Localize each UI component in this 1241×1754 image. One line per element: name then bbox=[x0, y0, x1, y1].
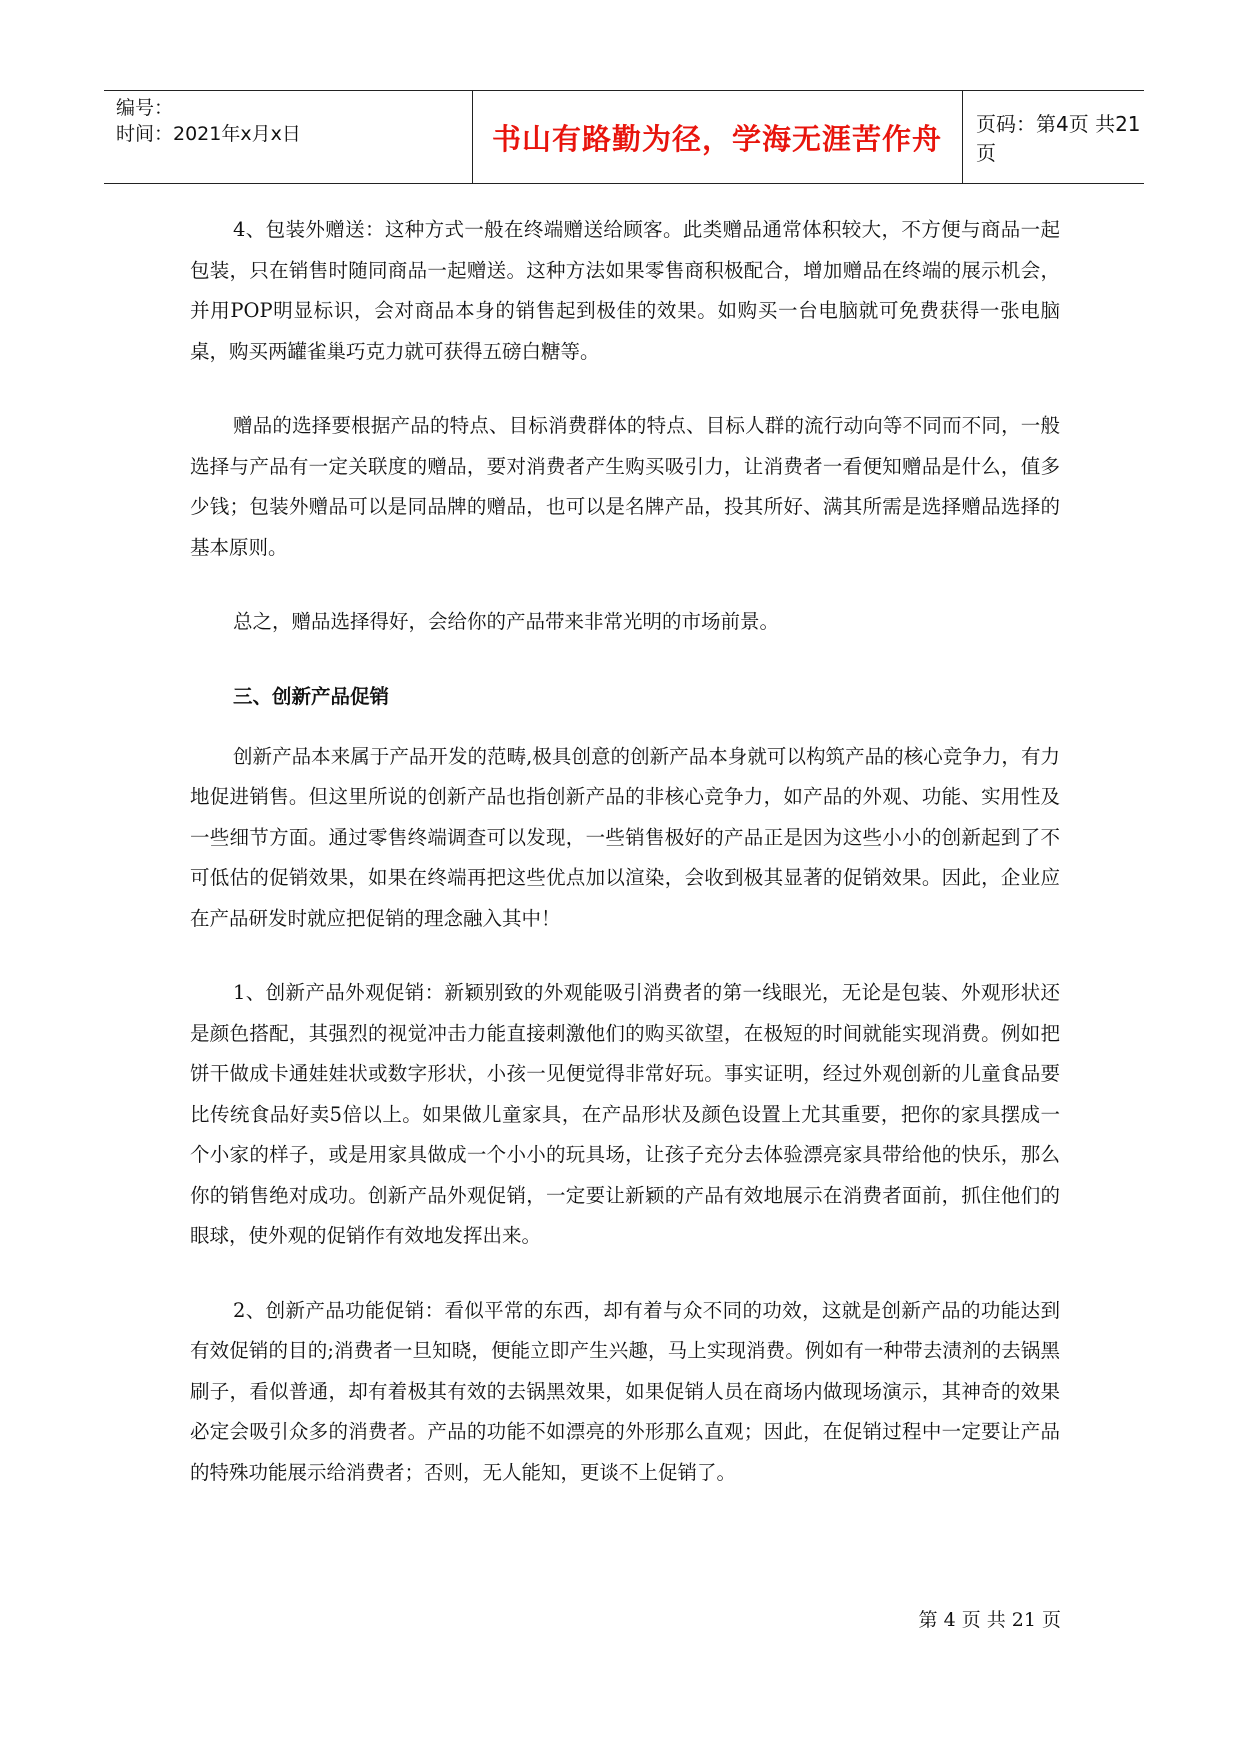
header-divider-right bbox=[962, 91, 963, 183]
paragraph-summary: 总之，赠品选择得好，会给你的产品带来非常光明的市场前景。 bbox=[233, 610, 780, 633]
page-footer: 第 4 页 共 21 页 bbox=[918, 1609, 1061, 1631]
header-meta bbox=[116, 95, 464, 147]
header-page-info: 页码：第4页 共21页 bbox=[976, 112, 1141, 165]
header-motto: 书山有路勤为径，学海无涯苦作舟 bbox=[491, 121, 942, 156]
document-number-label: 编号： bbox=[116, 97, 174, 119]
page-header bbox=[104, 90, 1144, 184]
document-date: 时间：2021年x月x日 bbox=[116, 123, 301, 145]
document-body bbox=[190, 210, 1060, 1527]
paragraph-outer-package-gift: 4、包装外赠送：这种方式一般在终端赠送给顾客。此类赠品通常体积较大，不方便与商品一起包装，只在销售时随同商品一起赠送。这种方法如果零售商积极配合，增加赠品在终端的展示机会，并用POP明显标识，会对商品本身的销售起到极佳的效果。如购买一台电脑就可免费获得一张电脑桌，购买两罐雀巢巧克力就可获得五磅白糖等。 bbox=[190, 218, 1060, 363]
paragraph-innovative-intro: 创新产品本来属于产品开发的范畴,极具创意的创新产品本身就可以构筑产品的核心竞争力，有力地促进销售。但这里所说的创新产品也指创新产品的非核心竞争力，如产品的外观、功能、实用性及一些细节方面。通过零售终端调查可以发现，一些销售极好的产品正是因为这些小小的创新起到了不可低估的促销效果，如果在终端再把这些优点加以渲染，会收到极其显著的促销效果。因此，企业应在产品研发时就应把促销的理念融入其中！ bbox=[190, 744, 1060, 930]
paragraph-appearance-promotion: 1、创新产品外观促销：新颖别致的外观能吸引消费者的第一线眼光，无论是包装、外观形状还是颜色搭配，其强烈的视觉冲击力能直接刺激他们的购买欲望，在极短的时间就能实现消费。例如把饼干做成卡通娃娃状或数字形状，小孩一见便觉得非常好玩。事实证明，经过外观创新的儿童食品要比传统食品好卖5倍以上。如果做儿童家具，在产品形状及颜色设置上尤其重要，把你的家具摆成一个小家的样子，或是用家具做成一个小小的玩具场，让孩子充分去体验漂亮家具带给他的快乐，那么你的销售绝对成功。创新产品外观促销，一定要让新颖的产品有效地展示在消费者面前，抓住他们的眼球，使外观的促销作有效地发挥出来。 bbox=[190, 981, 1060, 1247]
section-heading-innovative-products: 三、创新产品促销 bbox=[233, 684, 390, 708]
paragraph-gift-selection: 赠品的选择要根据产品的特点、目标消费群体的特点、目标人群的流行动向等不同而不同，一般选择与产品有一定关联度的赠品，要对消费者产生购买吸引力，让消费者一看便知赠品是什么，值多少钱；包装外赠品可以是同品牌的赠品，也可以是名牌产品，投其所好、满其所需是选择赠品选择的基本原则。 bbox=[190, 414, 1060, 559]
paragraph-function-promotion: 2、创新产品功能促销：看似平常的东西，却有着与众不同的功效，这就是创新产品的功能达到有效促销的目的;消费者一旦知晓，便能立即产生兴趣，马上实现消费。例如有一种带去渍剂的去锅黑刷子，看似普通，却有着极其有效的去锅黑效果，如果促销人员在商场内做现场演示，其神奇的效果必定会吸引众多的消费者。产品的功能不如漂亮的外形那么直观；因此，在促销过程中一定要让产品的特殊功能展示给消费者；否则，无人能知，更谈不上促销了。 bbox=[190, 1298, 1060, 1484]
